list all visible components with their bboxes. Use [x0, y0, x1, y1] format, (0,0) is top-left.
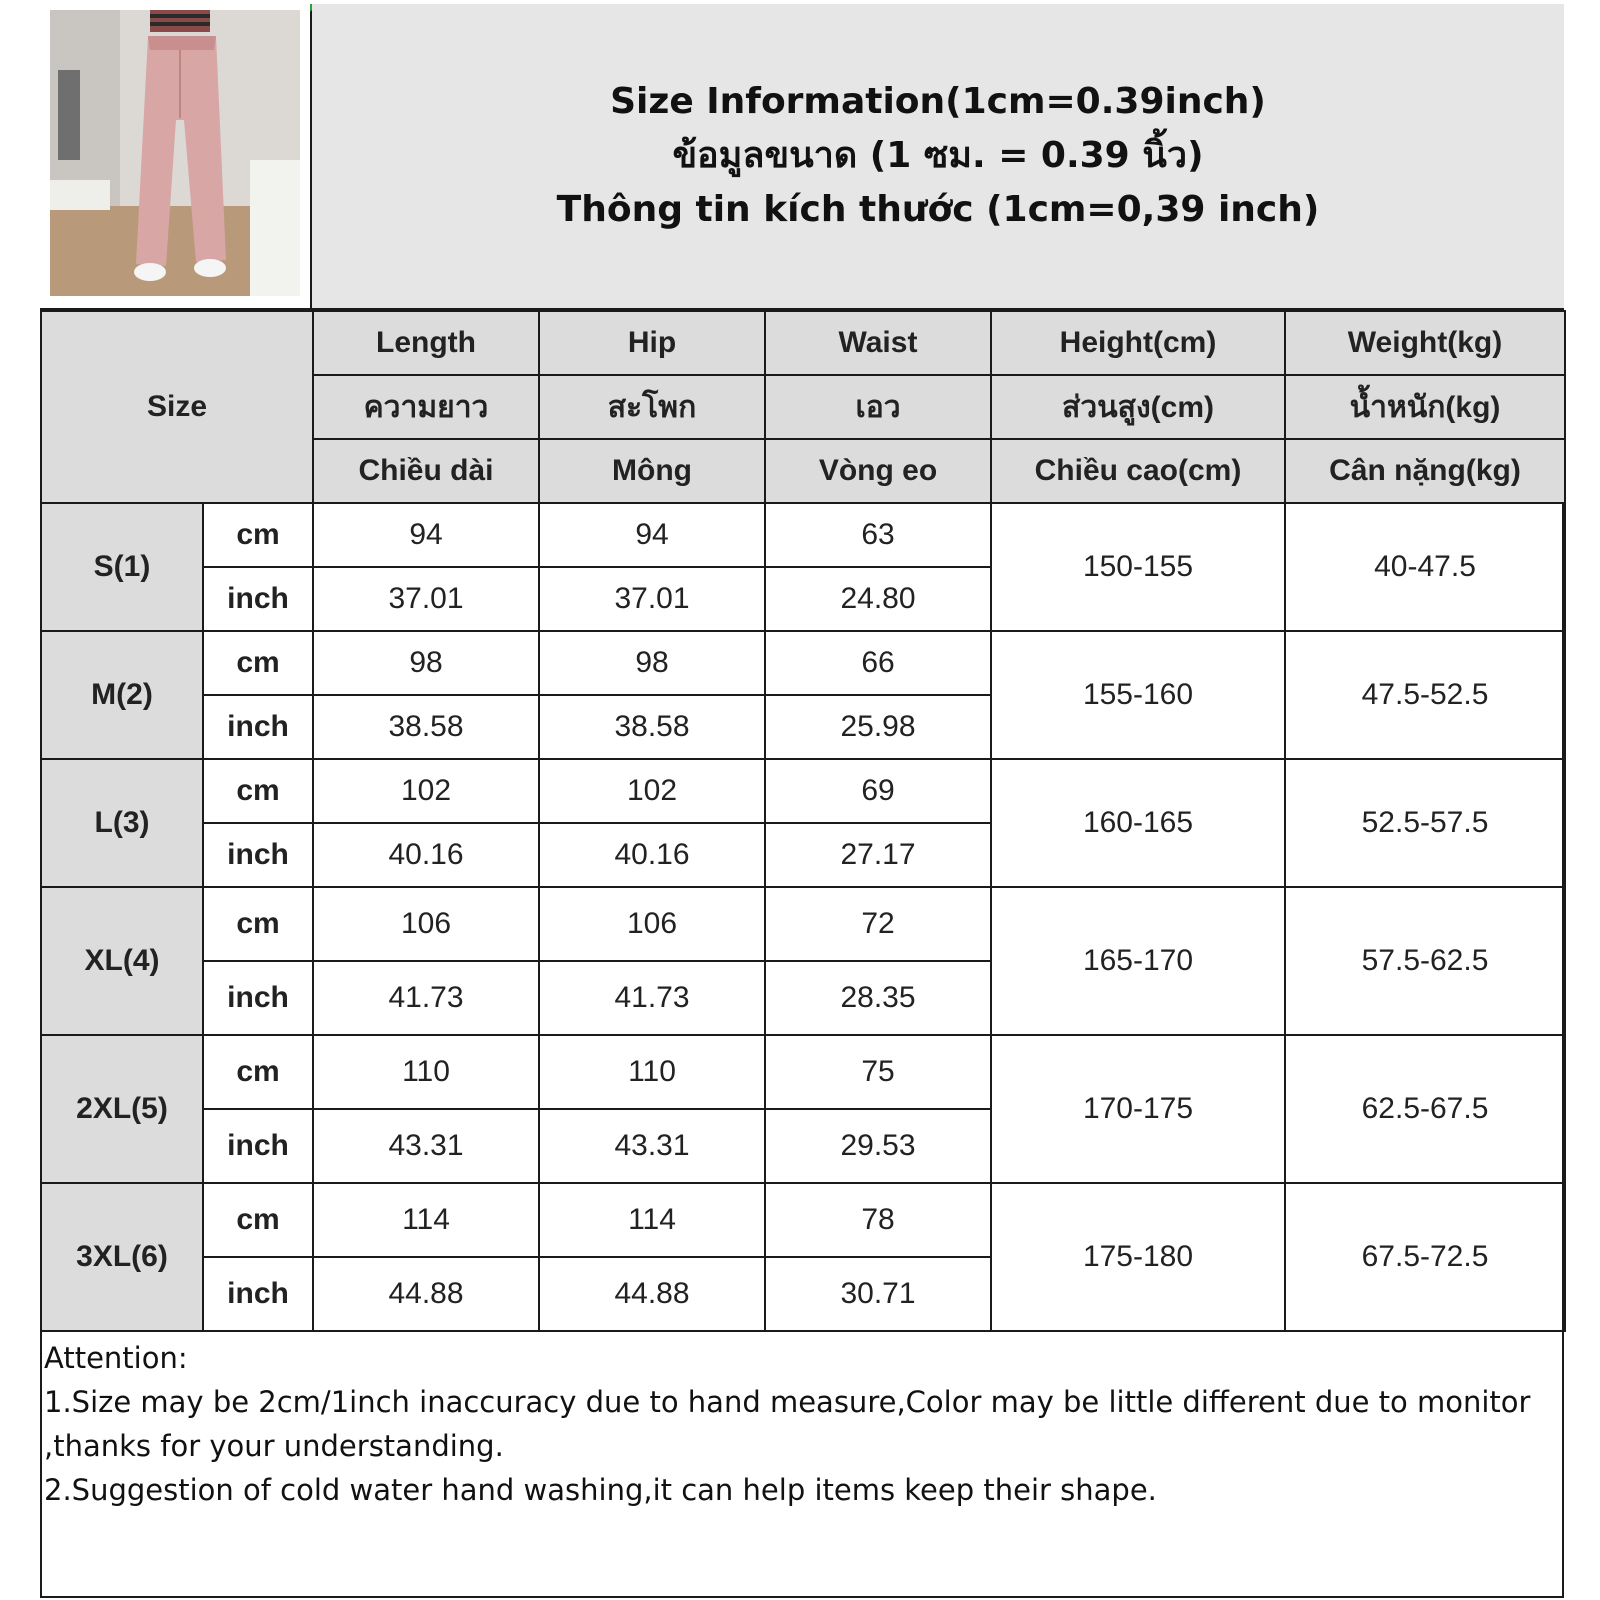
- hip-cm-cell: 94: [539, 503, 765, 567]
- weight-cell: 52.5-57.5: [1285, 759, 1565, 887]
- size-name-cell: XL(4): [41, 887, 203, 1035]
- waist-inch-cell: 29.53: [765, 1109, 991, 1183]
- length-inch-cell: 43.31: [313, 1109, 539, 1183]
- header-waist-vi: Vòng eo: [765, 439, 991, 503]
- unit-inch-cell: inch: [203, 1109, 313, 1183]
- title-vietnamese: Thông tin kích thước (1cm=0,39 inch): [556, 189, 1320, 230]
- height-cell: 165-170: [991, 887, 1285, 1035]
- height-cell: 150-155: [991, 503, 1285, 631]
- hip-inch-cell: 38.58: [539, 695, 765, 759]
- unit-inch-cell: inch: [203, 1257, 313, 1331]
- size-name-cell: S(1): [41, 503, 203, 631]
- weight-cell: 62.5-67.5: [1285, 1035, 1565, 1183]
- unit-cm-cell: cm: [203, 887, 313, 961]
- waist-inch-cell: 25.98: [765, 695, 991, 759]
- unit-cm-cell: cm: [203, 1183, 313, 1257]
- hip-inch-cell: 44.88: [539, 1257, 765, 1331]
- length-cm-cell: 106: [313, 887, 539, 961]
- hip-inch-cell: 41.73: [539, 961, 765, 1035]
- header-height-vi: Chiều cao(cm): [991, 439, 1285, 503]
- height-cell: 170-175: [991, 1035, 1285, 1183]
- unit-inch-cell: inch: [203, 823, 313, 887]
- hip-cm-cell: 98: [539, 631, 765, 695]
- header-height-th: ส่วนสูง(cm): [991, 375, 1285, 439]
- header-length-th: ความยาว: [313, 375, 539, 439]
- size-name-cell: L(3): [41, 759, 203, 887]
- header-height-en: Height(cm): [991, 311, 1285, 375]
- header-row-en: [41, 311, 1565, 375]
- weight-cell: 40-47.5: [1285, 503, 1565, 631]
- header-length-en: Length: [313, 311, 539, 375]
- weight-cell: 57.5-62.5: [1285, 887, 1565, 1035]
- table-row: [41, 1183, 1565, 1257]
- header-hip-en: Hip: [539, 311, 765, 375]
- title-thai: ข้อมูลขนาด (1 ซม. = 0.39 นิ้ว): [672, 135, 1204, 176]
- waist-inch-cell: 24.80: [765, 567, 991, 631]
- waist-inch-cell: 28.35: [765, 961, 991, 1035]
- table-row: [41, 503, 1565, 567]
- unit-cm-cell: cm: [203, 1035, 313, 1109]
- waist-cm-cell: 69: [765, 759, 991, 823]
- length-inch-cell: 37.01: [313, 567, 539, 631]
- note-line-1a: 1.Size may be 2cm/1inch inaccuracy due to hand measure,Color may be little different due to monitor: [44, 1385, 1531, 1419]
- note-line-1b: ,thanks for your understanding.: [44, 1429, 504, 1463]
- unit-inch-cell: inch: [203, 567, 313, 631]
- waist-cm-cell: 63: [765, 503, 991, 567]
- length-cm-cell: 98: [313, 631, 539, 695]
- length-cm-cell: 94: [313, 503, 539, 567]
- hip-cm-cell: 110: [539, 1035, 765, 1109]
- header-hip-th: สะโพก: [539, 375, 765, 439]
- length-cm-cell: 114: [313, 1183, 539, 1257]
- header-waist-en: Waist: [765, 311, 991, 375]
- table-row: [41, 631, 1565, 695]
- size-name-cell: M(2): [41, 631, 203, 759]
- length-inch-cell: 40.16: [313, 823, 539, 887]
- header-waist-th: เอว: [765, 375, 991, 439]
- waist-inch-cell: 30.71: [765, 1257, 991, 1331]
- waist-cm-cell: 78: [765, 1183, 991, 1257]
- size-table: [40, 310, 1566, 1332]
- hip-cm-cell: 114: [539, 1183, 765, 1257]
- length-cm-cell: 110: [313, 1035, 539, 1109]
- size-name-cell: 2XL(5): [41, 1035, 203, 1183]
- waist-cm-cell: 72: [765, 887, 991, 961]
- table-row: [41, 759, 1565, 823]
- unit-cm-cell: cm: [203, 759, 313, 823]
- length-inch-cell: 44.88: [313, 1257, 539, 1331]
- title-block: [312, 4, 1564, 310]
- hip-inch-cell: 40.16: [539, 823, 765, 887]
- size-name-cell: 3XL(6): [41, 1183, 203, 1331]
- note-line-2: 2.Suggestion of cold water hand washing,it can help items keep their shape.: [44, 1473, 1157, 1507]
- hip-cm-cell: 106: [539, 887, 765, 961]
- unit-cm-cell: cm: [203, 631, 313, 695]
- size-header: Size: [41, 311, 313, 503]
- attention-notes: [44, 1336, 1560, 1512]
- header-weight-vi: Cân nặng(kg): [1285, 439, 1565, 503]
- waist-cm-cell: 75: [765, 1035, 991, 1109]
- unit-inch-cell: inch: [203, 961, 313, 1035]
- height-cell: 155-160: [991, 631, 1285, 759]
- hip-inch-cell: 43.31: [539, 1109, 765, 1183]
- unit-cm-cell: cm: [203, 503, 313, 567]
- length-inch-cell: 38.58: [313, 695, 539, 759]
- weight-cell: 47.5-52.5: [1285, 631, 1565, 759]
- length-cm-cell: 102: [313, 759, 539, 823]
- length-inch-cell: 41.73: [313, 961, 539, 1035]
- header-hip-vi: Mông: [539, 439, 765, 503]
- header-weight-en: Weight(kg): [1285, 311, 1565, 375]
- hip-inch-cell: 37.01: [539, 567, 765, 631]
- table-row: [41, 887, 1565, 961]
- waist-cm-cell: 66: [765, 631, 991, 695]
- table-row: [41, 1035, 1565, 1109]
- waist-inch-cell: 27.17: [765, 823, 991, 887]
- notes-heading: Attention:: [44, 1341, 188, 1375]
- header-length-vi: Chiều dài: [313, 439, 539, 503]
- header-weight-th: น้ำหนัก(kg): [1285, 375, 1565, 439]
- height-cell: 160-165: [991, 759, 1285, 887]
- height-cell: 175-180: [991, 1183, 1285, 1331]
- unit-inch-cell: inch: [203, 695, 313, 759]
- weight-cell: 67.5-72.5: [1285, 1183, 1565, 1331]
- hip-cm-cell: 102: [539, 759, 765, 823]
- product-photo-cell: [40, 4, 312, 310]
- product-photo: [50, 10, 300, 296]
- title-english: Size Information(1cm=0.39inch): [610, 81, 1266, 122]
